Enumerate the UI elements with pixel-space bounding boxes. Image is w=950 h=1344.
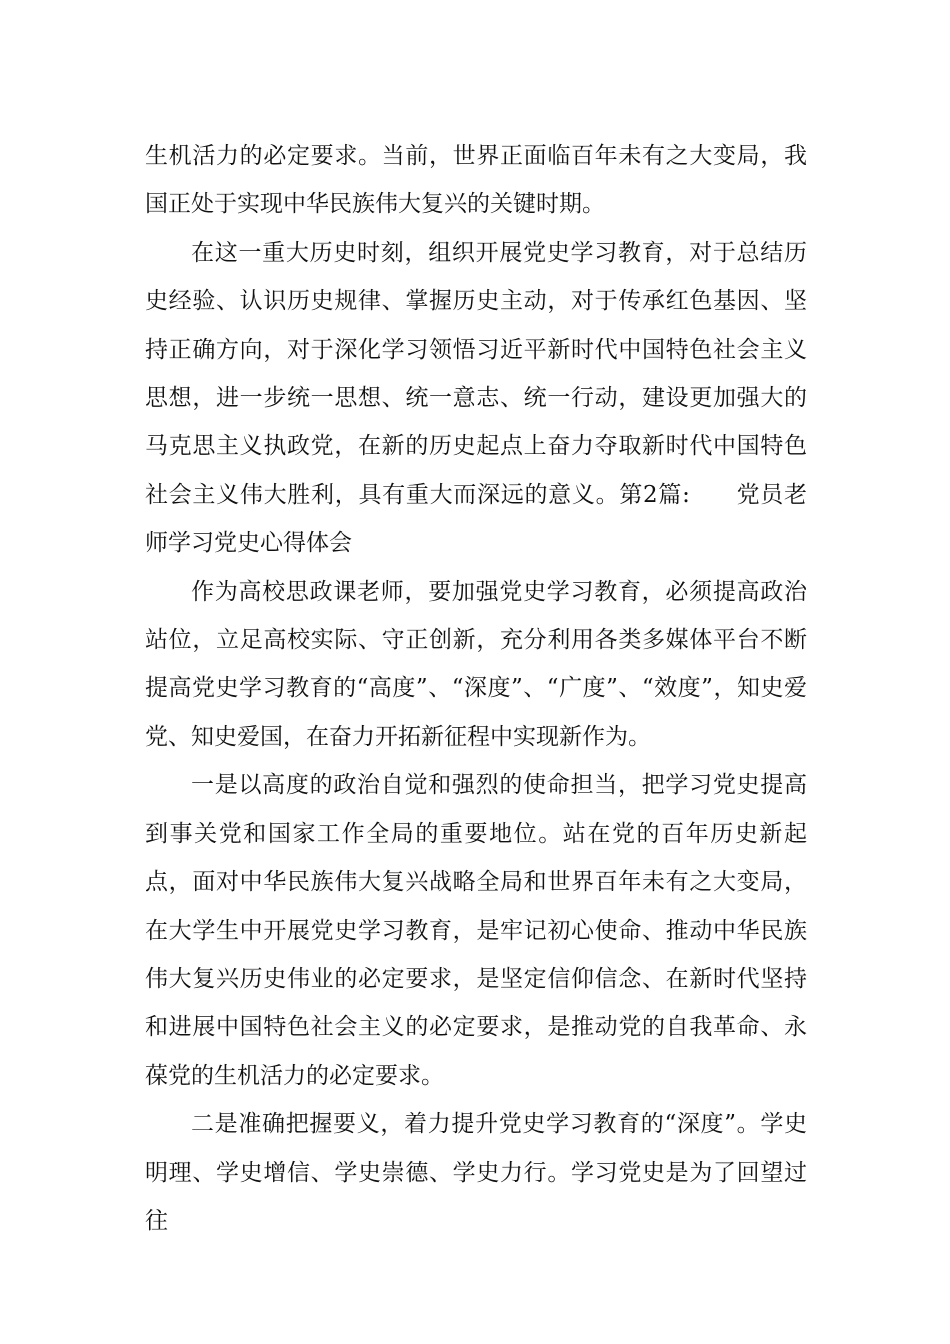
paragraph-2-text: 在这一重大历史时刻，组织开展党史学习教育，对于总结历史经验、认识历史规律、掌握历史主动，对于传承红色基因、坚持正确方向，对于深化学习领悟习近平新时代中国特色社会主义思想，进一步统一思想、统一意志、统一行动，建设更加强大的马克思主义执政党，在新的历史起点上奋力夺取新时代中国特色社会主义伟大胜利，具有重大而深远的意义。 xyxy=(145,239,807,508)
paragraph-5: 二是准确把握要义，着力提升党史学习教育的“深度”。学史明理、学史增信、学史崇德、学史力行。学习党史是为了回望过往 xyxy=(145,1111,807,1234)
paragraph-1: 生机活力的必定要求。当前，世界正面临百年未有之大变局，我国正处于实现中华民族伟大复兴的关键时期。 xyxy=(145,143,807,218)
paragraph-3: 作为高校思政课老师，要加强党史学习教育，必须提高政治站位，立足高校实际、守正创新，充分利用各类多媒体平台不断提高党史学习教育的“高度”、“深度”、“广度”、“效度”，知史爱党、知史爱国，在奋力开拓新征程中实现新作为。 xyxy=(145,578,807,750)
document-body xyxy=(145,132,807,1245)
paragraph-2 xyxy=(145,229,807,568)
section-title: 党员老师学习党史心得体会 xyxy=(145,481,808,557)
paragraph-4: 一是以高度的政治自觉和强烈的使命担当，把学习党史提高到事关党和国家工作全局的重要地位。站在党的百年历史新起点，面对中华民族伟大复兴战略全局和世界百年未有之大变局，在大学生中开展党史学习教育，是牢记初心使命、推动中华民族伟大复兴历史伟业的必定要求，是坚定信仰信念、在新时代坚持和进展中国特色社会主义的必定要求，是推动党的自我革命、永葆党的生机活力的必定要求。 xyxy=(145,772,807,1089)
section-marker: 第2篇: xyxy=(619,481,690,508)
